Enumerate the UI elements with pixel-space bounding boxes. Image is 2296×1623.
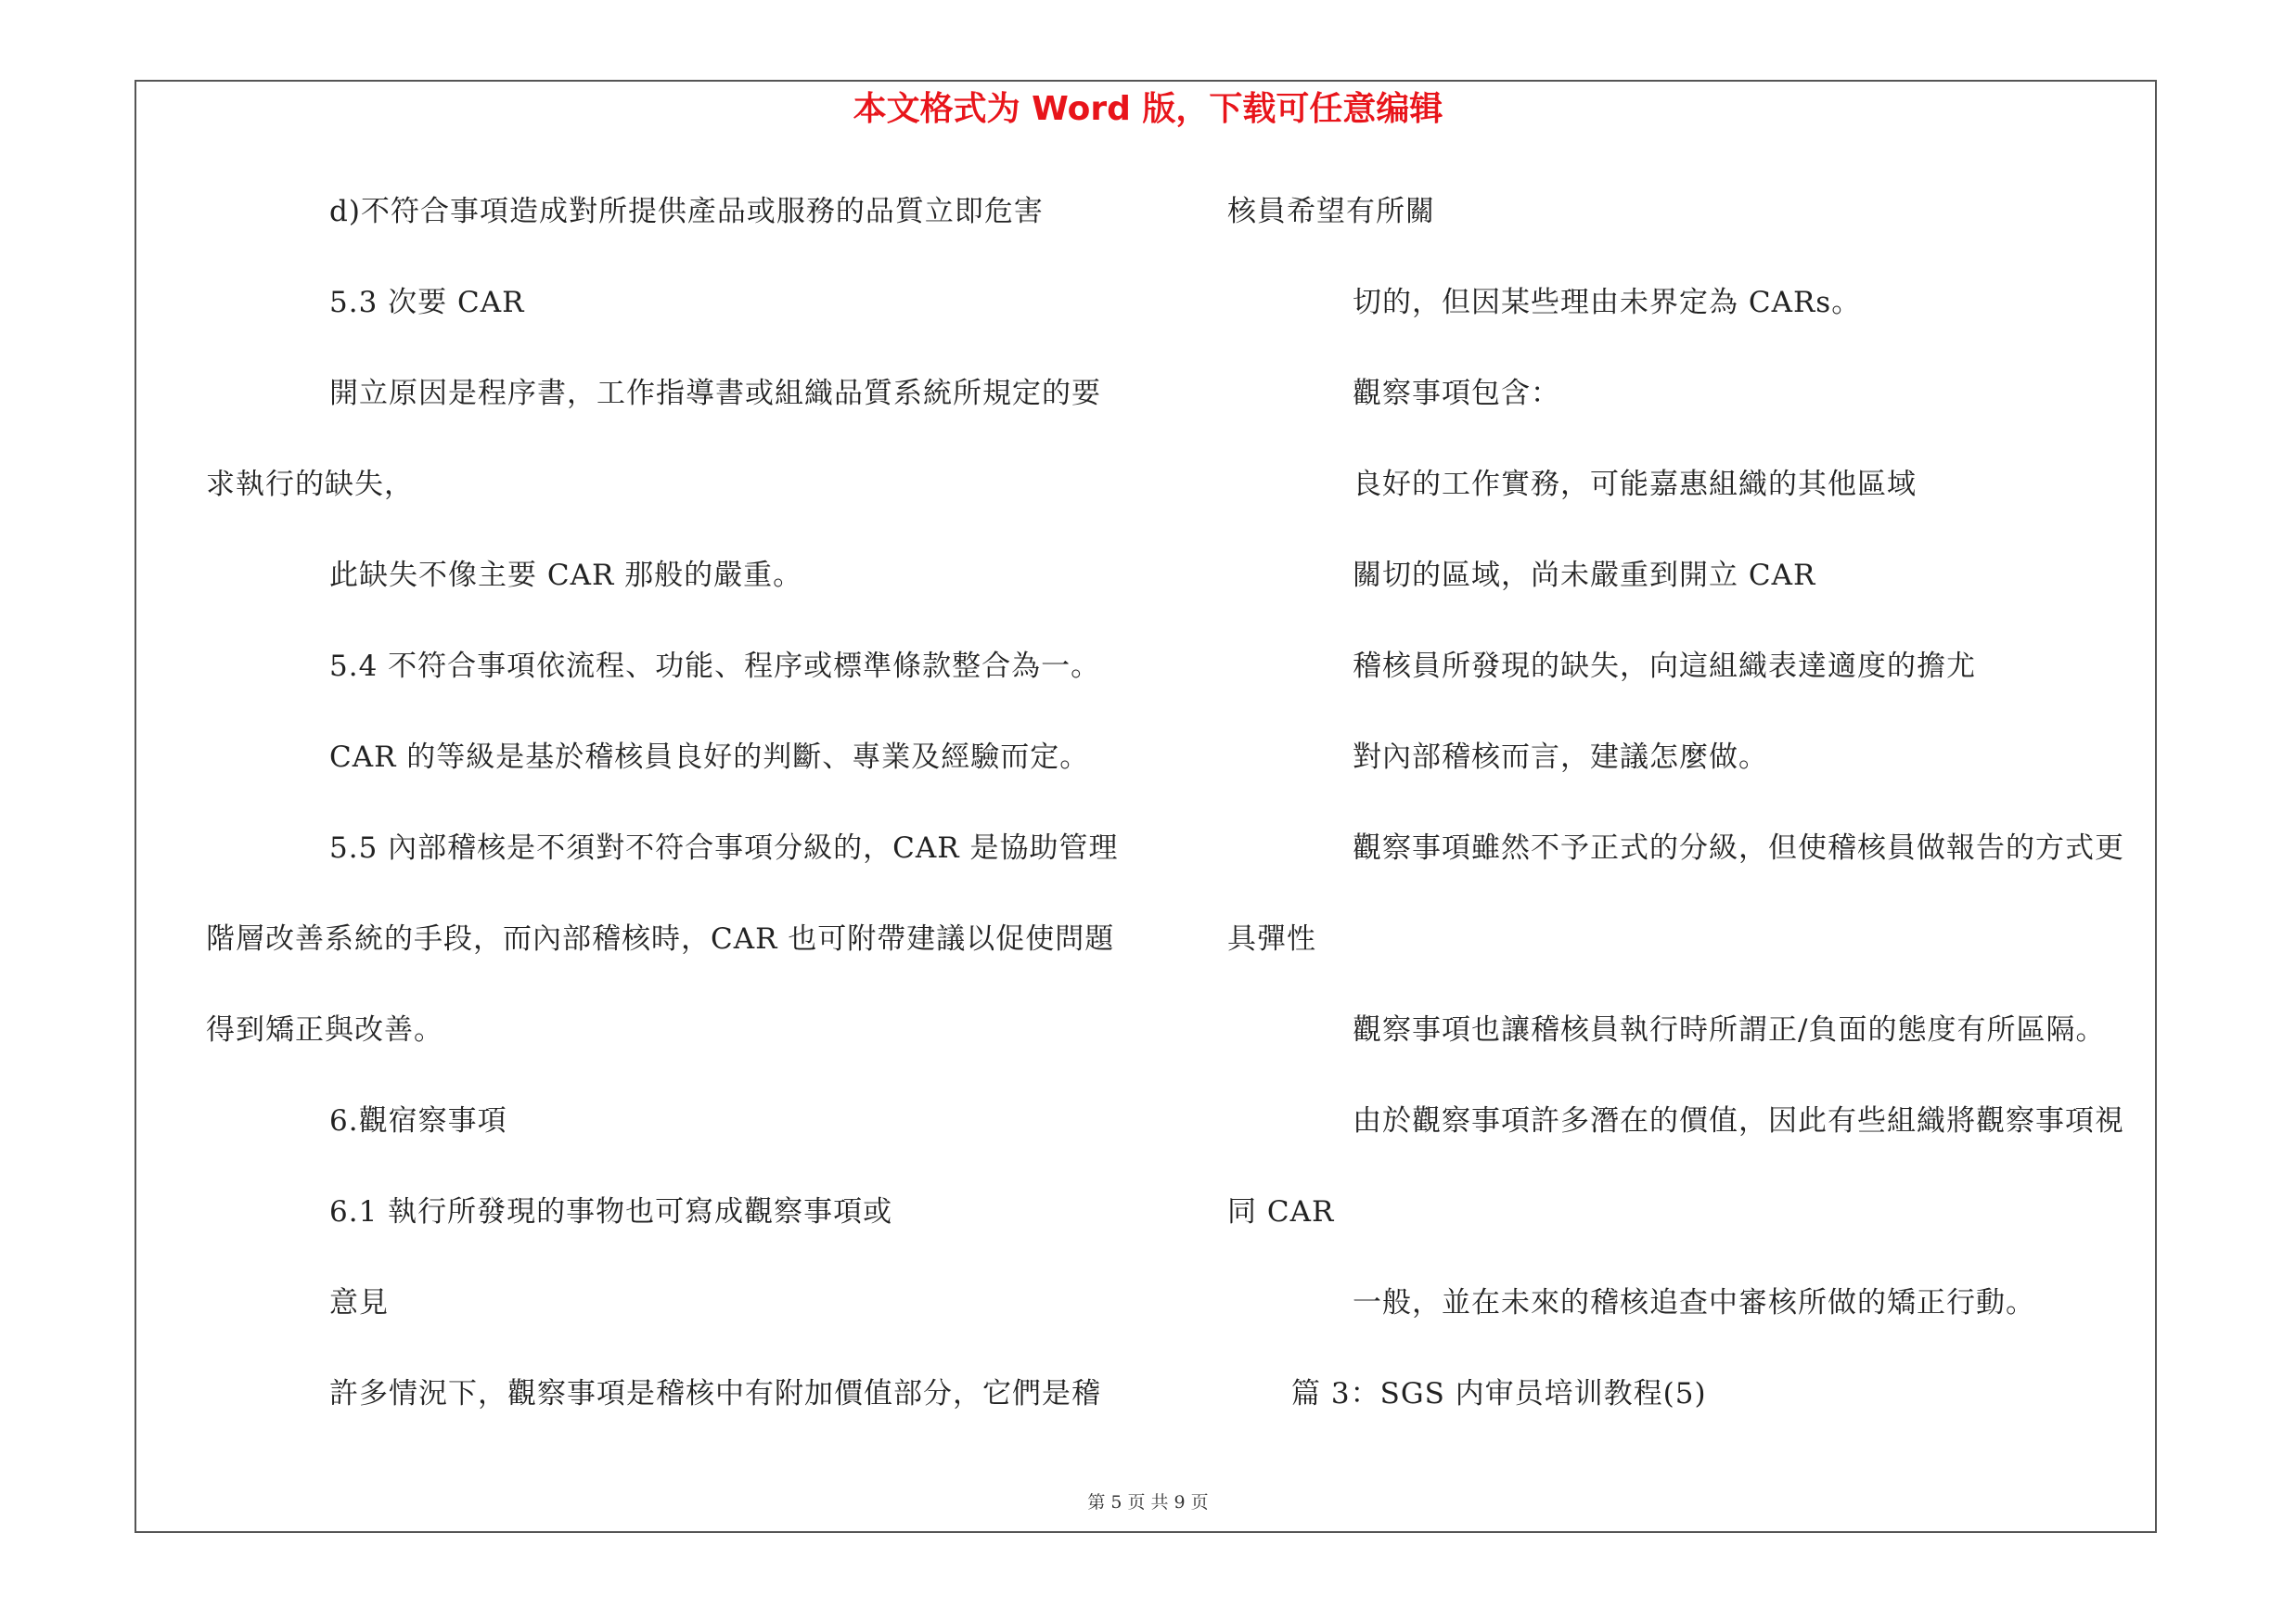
left-line-12: 6.1 執行所發現的事物也可寫成觀察事項或 — [329, 1195, 893, 1229]
right-line-12: 同 CAR — [1227, 1195, 1335, 1229]
right-line-11: 由於觀察事項許多潛在的價值，因此有些組織將觀察事項視 — [1353, 1104, 2124, 1138]
right-line-8: 觀察事項雖然不予正式的分級，但使稽核員做報告的方式更 — [1353, 831, 2124, 865]
left-line-5: 此缺失不像主要 CAR 那般的嚴重。 — [329, 559, 803, 592]
left-line-10: 得到矯正與改善。 — [206, 1013, 443, 1047]
left-line-6: 5.4 不符合事項依流程、功能、程序或標準條款整合為一。 — [329, 650, 1101, 683]
right-line-4: 良好的工作實務，可能嘉惠組織的其他區域 — [1353, 468, 1917, 501]
left-line-8: 5.5 內部稽核是不須對不符合事項分級的，CAR 是協助管理 — [329, 831, 1119, 865]
right-line-5: 關切的區域，尚未嚴重到開立 CAR — [1353, 559, 1816, 592]
left-line-1: d)不符合事項造成對所提供產品或服務的品質立即危害 — [329, 195, 1044, 228]
right-line-9: 具彈性 — [1227, 922, 1316, 956]
left-line-11: 6.觀宿察事項 — [329, 1104, 507, 1138]
right-line-2: 切的，但因某些理由未界定為 CARs。 — [1353, 286, 1862, 319]
left-line-9: 階層改善系統的手段，而內部稽核時，CAR 也可附帶建議以促使問題 — [206, 922, 1115, 956]
left-line-13: 意見 — [329, 1286, 389, 1320]
page-number-footer: 第 5 页 共 9 页 — [1087, 1492, 1209, 1513]
left-line-7: CAR 的等級是基於稽核員良好的判斷、專業及經驗而定。 — [329, 741, 1090, 774]
left-line-2: 5.3 次要 CAR — [329, 286, 525, 319]
left-line-3: 開立原因是程序書，工作指導書或組織品質系統所規定的要 — [329, 377, 1101, 410]
right-line-6: 稽核員所發現的缺失，向這組織表達適度的擔尤 — [1353, 650, 1976, 683]
right-line-10: 觀察事項也讓稽核員執行時所謂正/負面的態度有所區隔。 — [1353, 1013, 2106, 1047]
right-line-14: 篇 3：SGS 内审员培训教程(5) — [1291, 1377, 1707, 1410]
right-line-7: 對內部稽核而言，建議怎麼做。 — [1353, 741, 1768, 774]
right-line-3: 觀察事項包含： — [1353, 377, 1560, 410]
right-line-1: 核員希望有所關 — [1227, 195, 1435, 228]
left-line-4: 求執行的缺失， — [206, 468, 414, 501]
document-banner: 本文格式为 Word 版，下载可任意编辑 — [853, 90, 1443, 128]
left-line-14: 許多情況下，觀察事項是稽核中有附加價值部分，它們是稽 — [329, 1377, 1101, 1410]
right-line-13: 一般，並在未來的稽核追查中審核所做的矯正行動。 — [1353, 1286, 2035, 1320]
